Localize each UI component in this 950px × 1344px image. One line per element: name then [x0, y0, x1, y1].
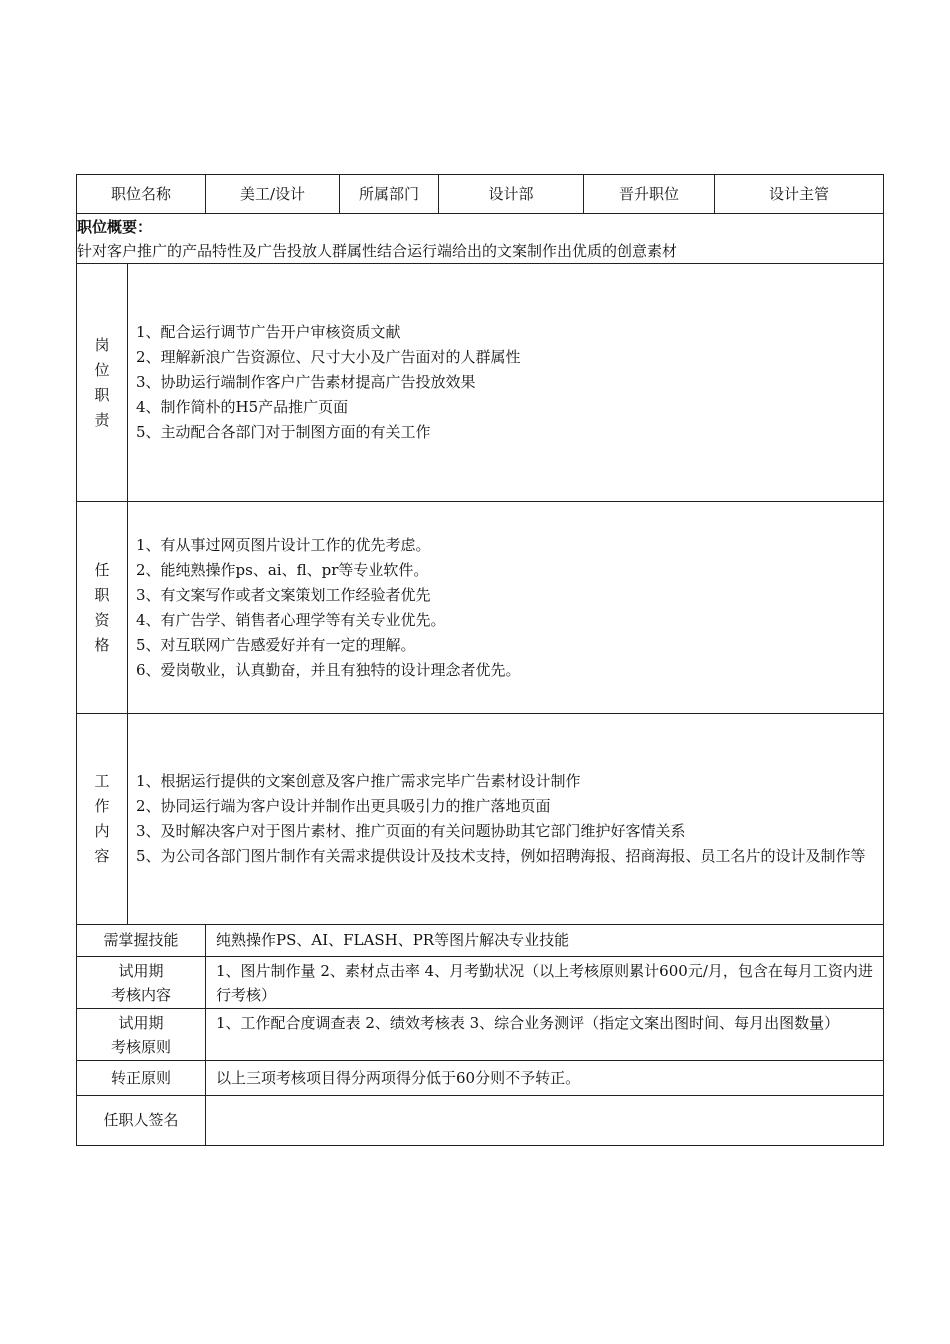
summary-cell	[77, 214, 884, 264]
work-content-row	[77, 714, 884, 925]
signature-label: 任职人签名	[77, 1096, 206, 1146]
skills-value: 纯熟操作PS、AI、FLASH、PR等图片解决专业技能	[206, 925, 884, 957]
header-row	[77, 175, 884, 214]
regularization-value: 以上三项考核项目得分两项得分低于60分则不予转正。	[206, 1061, 884, 1096]
qualifications-row	[77, 502, 884, 714]
probation-principle-label: 试用期 考核原则	[77, 1009, 206, 1061]
skills-row	[77, 925, 884, 957]
skills-label: 需掌握技能	[77, 925, 206, 957]
summary-text: 针对客户推广的产品特性及广告投放人群属性结合运行端给出的文案制作出优质的创意素材	[77, 241, 678, 260]
list-item: 5、对互联网广告感爱好并有一定的理解。	[136, 635, 416, 654]
probation-content-label: 试用期 考核内容	[77, 957, 206, 1009]
promotion-label: 晋升职位	[584, 175, 715, 214]
position-name-value: 美工/设计	[206, 175, 340, 214]
signature-row	[77, 1096, 884, 1146]
signature-field[interactable]	[206, 1096, 884, 1146]
list-item: 5、主动配合各部门对于制图方面的有关工作	[136, 423, 431, 441]
list-item: 6、爱岗敬业，认真勤奋，并且有独特的设计理念者优先。	[136, 660, 521, 679]
duties-row	[77, 264, 884, 502]
probation-content-row	[77, 957, 884, 1009]
list-item: 2、协同运行端为客户设计并制作出更具吸引力的推广落地页面	[136, 797, 551, 815]
list-item: 2、能纯熟操作ps、ai、fl、pr等专业软件。	[136, 560, 429, 579]
list-item: 3、有文案写作或者文案策划工作经验者优先	[136, 585, 431, 604]
summary-row	[77, 214, 884, 264]
list-item: 3、协助运行端制作客户广告素材提高广告投放效果	[136, 373, 476, 391]
probation-content-value: 1、图片制作量 2、素材点击率 4、月考勤状况（以上考核原则累计600元/月，包含在每月工资内进行考核）	[206, 957, 884, 1009]
qualifications-label: 任 职 资 格	[77, 502, 128, 714]
work-content-label: 工 作 内 容	[77, 714, 128, 925]
list-item: 1、配合运行调节广告开户审核资质文献	[136, 323, 401, 341]
probation-principle-value: 1、工作配合度调查表 2、绩效考核表 3、综合业务测评（指定文案出图时间、每月出图数量）	[206, 1009, 884, 1061]
regularization-label: 转正原则	[77, 1061, 206, 1096]
duties-label: 岗 位 职 责	[77, 264, 128, 502]
probation-principle-row	[77, 1009, 884, 1061]
department-value: 设计部	[439, 175, 584, 214]
job-description-table	[76, 174, 884, 1146]
promotion-value: 设计主管	[715, 175, 884, 214]
department-label: 所属部门	[340, 175, 439, 214]
list-item: 1、有从事过网页图片设计工作的优先考虑。	[136, 535, 431, 554]
list-item: 5、为公司各部门图片制作有关需求提供设计及技术支持，例如招聘海报、招商海报、员工名片的设计及制作等	[136, 847, 866, 865]
list-item: 4、有广告学、销售者心理学等有关专业优先。	[136, 610, 446, 629]
list-item: 2、理解新浪广告资源位、尺寸大小及广告面对的人群属性	[136, 348, 521, 366]
qualifications-list	[128, 502, 884, 714]
duties-list	[128, 264, 884, 502]
list-item: 4、制作简朴的H5产品推广页面	[136, 398, 349, 416]
list-item: 3、及时解决客户对于图片素材、推广页面的有关问题协助其它部门维护好客情关系	[136, 822, 686, 840]
list-item: 1、根据运行提供的文案创意及客户推广需求完毕广告素材设计制作	[136, 772, 581, 790]
position-name-label: 职位名称	[77, 175, 206, 214]
regularization-row	[77, 1061, 884, 1096]
work-content-list	[128, 714, 884, 925]
summary-title: 职位概要：	[77, 217, 153, 236]
